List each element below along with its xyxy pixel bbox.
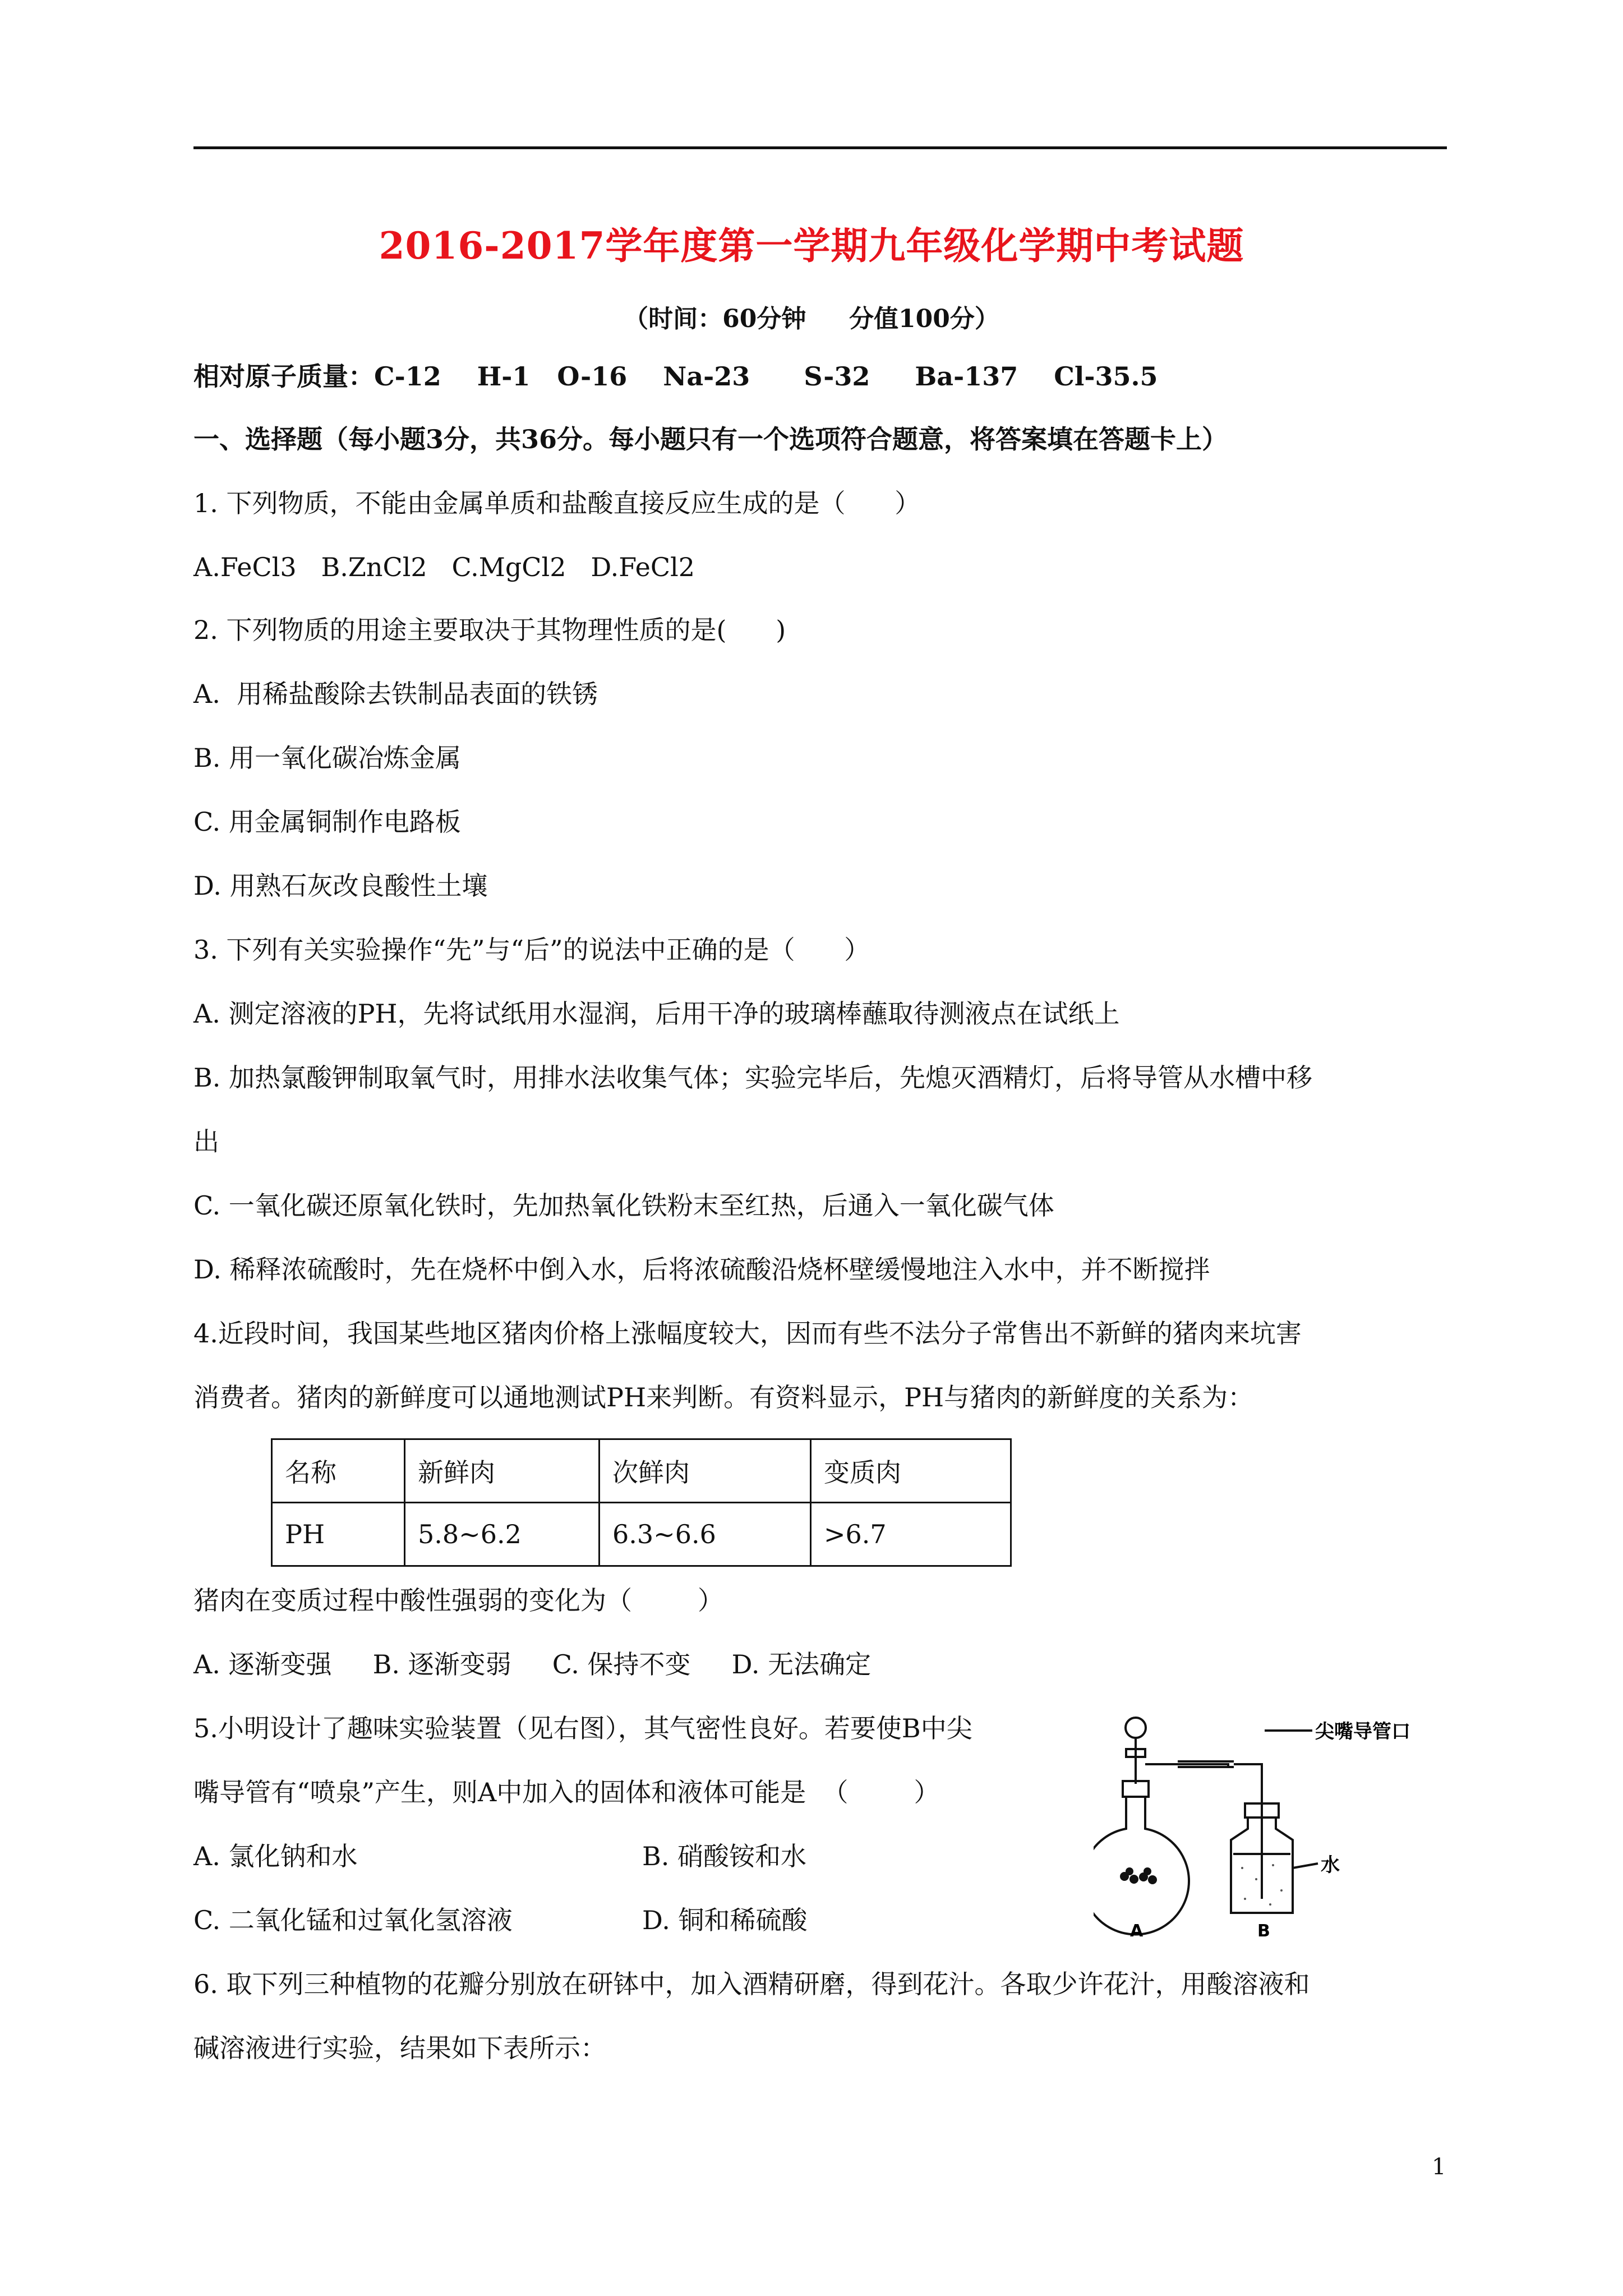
atomic-masses: 相对原子质量：C-12 H-1 O-16 Na-23 S-32 Ba-137 Cl-35.5	[193, 361, 1158, 392]
solid-particle	[1126, 1867, 1133, 1875]
q2-option-d: D. 用熟石灰改良酸性土壤	[193, 871, 488, 901]
q3-option-b-line2: 出	[193, 1126, 219, 1157]
table-cell: PH	[272, 1503, 405, 1566]
q3-stem: 3. 下列有关实验操作“先”与“后”的说法中正确的是（ ）	[193, 935, 870, 965]
water-pointer	[1293, 1864, 1318, 1868]
q5-option-d: D. 铜和稀硫酸	[642, 1905, 808, 1935]
section-heading: 一、选择题（每小题3分，共36分。每小题只有一个选项符合题意，将答案填在答题卡上）	[193, 424, 1228, 454]
exam-meta: （时间：60分钟 分值100分）	[624, 305, 999, 333]
water-dot	[1244, 1898, 1246, 1900]
water-dot	[1280, 1889, 1283, 1892]
table-header-row	[272, 1439, 1011, 1503]
exam-title: 2016-2017学年度第一学期九年级化学期中考试题	[379, 224, 1244, 268]
q5-option-c: C. 二氧化锰和过氧化氢溶液	[193, 1905, 513, 1935]
q4-stem-line1: 4.近段时间，我国某些地区猪肉价格上涨幅度较大，因而有些不法分子常售出不新鲜的猪肉来坑害	[193, 1318, 1302, 1349]
table-header-cell: 次鲜肉	[600, 1439, 811, 1503]
q4-options: A. 逐渐变强 B. 逐渐变弱 C. 保持不变 D. 无法确定	[193, 1649, 872, 1680]
table-cell: 5.8~6.2	[405, 1503, 600, 1566]
flask-a	[1094, 1797, 1189, 1934]
q5-option-a: A. 氯化钠和水	[193, 1841, 358, 1871]
apparatus-figure	[1094, 1705, 1441, 1941]
table-cell: >6.7	[811, 1503, 1011, 1566]
q2-stem: 2. 下列物质的用途主要取决于其物理性质的是( )	[193, 615, 786, 645]
ph-table	[271, 1438, 1012, 1567]
q5-stem-line1: 5.小明设计了趣味实验装置（见右图），其气密性良好。若要使B中尖	[193, 1713, 972, 1743]
water-label: 水	[1321, 1854, 1340, 1876]
label-a: A	[1130, 1921, 1144, 1941]
q6-stem-line1: 6. 取下列三种植物的花瓣分别放在研钵中，加入酒精研磨，得到花汁。各取少许花汁，用酸溶液和	[193, 1969, 1310, 1999]
q2-option-a: A. 用稀盐酸除去铁制品表面的铁锈	[193, 679, 598, 709]
table-row	[272, 1503, 1011, 1566]
q1-options: A.FeCl3 B.ZnCl2 C.MgCl2 D.FeCl2	[193, 552, 695, 582]
q4-stem-line2: 消费者。猪肉的新鲜度可以通地测试PH来判断。有资料显示，PH与猪肉的新鲜度的关系为：	[193, 1382, 1254, 1412]
solid-particle	[1148, 1875, 1157, 1884]
page-number: 1	[1432, 2154, 1446, 2180]
table-header-cell: 变质肉	[811, 1439, 1011, 1503]
q3-option-d: D. 稀释浓硫酸时，先在烧杯中倒入水，后将浓硫酸沿烧杯壁缓慢地注入水中，并不断搅拌	[193, 1254, 1210, 1285]
q4-question: 猪肉在变质过程中酸性强弱的变化为（ ）	[193, 1585, 723, 1616]
label-b: B	[1257, 1921, 1270, 1941]
water-dot	[1269, 1903, 1271, 1906]
q3-option-c: C. 一氧化碳还原氧化铁时，先加热氧化铁粉末至红热，后通入一氧化碳气体	[193, 1190, 1054, 1221]
water-dot	[1255, 1878, 1257, 1880]
funnel-bulb	[1126, 1718, 1146, 1738]
q2-option-b: B. 用一氧化碳冶炼金属	[193, 743, 462, 773]
q5-option-b: B. 硝酸铵和水	[642, 1841, 807, 1871]
header-rule	[193, 146, 1447, 149]
q5-stem-line2: 嘴导管有“喷泉”产生，则A中加入的固体和液体可能是 （ ）	[193, 1777, 940, 1807]
table-header-cell: 名称	[272, 1439, 405, 1503]
q3-option-a: A. 测定溶液的PH，先将试纸用水湿润，后用干净的玻璃棒蘸取待测液点在试纸上	[193, 999, 1120, 1029]
solid-particle	[1129, 1875, 1138, 1884]
water-dot	[1272, 1864, 1274, 1866]
q1-stem: 1. 下列物质，不能由金属单质和盐酸直接反应生成的是（ ）	[193, 488, 921, 518]
q3-option-b-line1: B. 加热氯酸钾制取氧气时，用排水法收集气体；实验完毕后，先熄灭酒精灯，后将导管从水槽中移	[193, 1062, 1313, 1093]
solid-particle	[1144, 1867, 1151, 1875]
water-dot	[1241, 1867, 1243, 1869]
nozzle-label: 尖嘴导管口	[1315, 1720, 1410, 1743]
q2-option-c: C. 用金属铜制作电路板	[193, 807, 461, 837]
q6-stem-line2: 碱溶液进行实验，结果如下表所示：	[193, 2033, 606, 2063]
table-header-cell: 新鲜肉	[405, 1439, 600, 1503]
nozzle-tube	[1234, 1764, 1262, 1899]
table-cell: 6.3~6.6	[600, 1503, 811, 1566]
